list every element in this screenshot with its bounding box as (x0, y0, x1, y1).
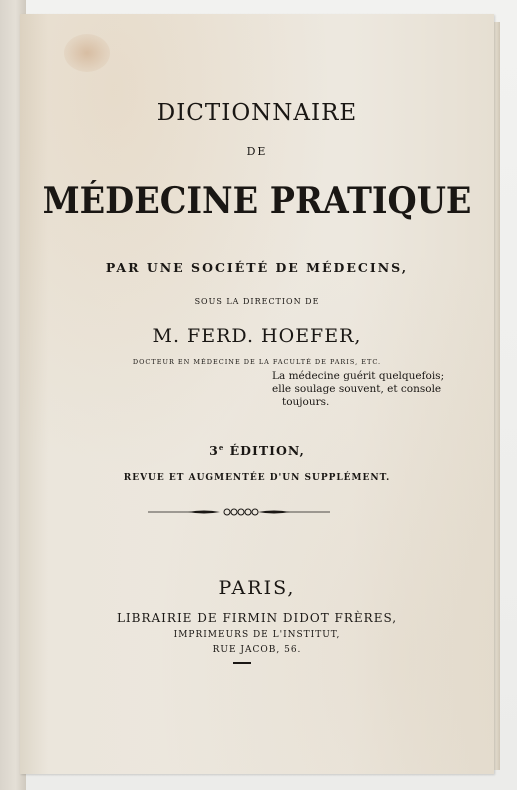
editor-credentials: DOCTEUR EN MÉDECINE DE LA FACULTÉ DE PARIS, ETC. (132, 358, 382, 366)
direction-line: SOUS LA DIRECTION DE (194, 297, 320, 306)
epigraph-line-1: La médecine guérit quelquefois; (272, 370, 445, 382)
title-line-1: DICTIONNAIRE (156, 100, 358, 126)
title-line-2: MÉDECINE PRATIQUE (42, 180, 472, 222)
short-rule (233, 662, 251, 664)
editor-name: M. FERD. HOEFER, (152, 325, 362, 347)
edition-word: ÉDITION, (224, 443, 305, 459)
imprint-printers: IMPRIMEURS DE L'INSTITUT, (173, 630, 341, 640)
edition-superscript: e (218, 443, 225, 452)
imprint-publisher: LIBRAIRIE DE FIRMIN DIDOT FRÈRES, (116, 611, 398, 625)
epigraph (272, 370, 492, 409)
edition-line (20, 443, 494, 458)
authors-line: PAR UNE SOCIÉTÉ DE MÉDECINS, (105, 260, 409, 275)
imprint-city: PARIS, (218, 577, 296, 599)
foxing-stain (64, 34, 110, 72)
title-page (20, 14, 494, 774)
epigraph-line-3: toujours. (282, 396, 330, 408)
imprint-address: RUE JACOB, 56. (212, 645, 302, 655)
title-connector: DE (246, 145, 268, 158)
revision-note: REVUE ET AUGMENTÉE D'UN SUPPLÉMENT. (123, 473, 391, 483)
edition-number: 3 (209, 443, 219, 459)
epigraph-line-2: elle soulage souvent, et console (272, 383, 442, 395)
ornamental-rule (148, 506, 330, 518)
